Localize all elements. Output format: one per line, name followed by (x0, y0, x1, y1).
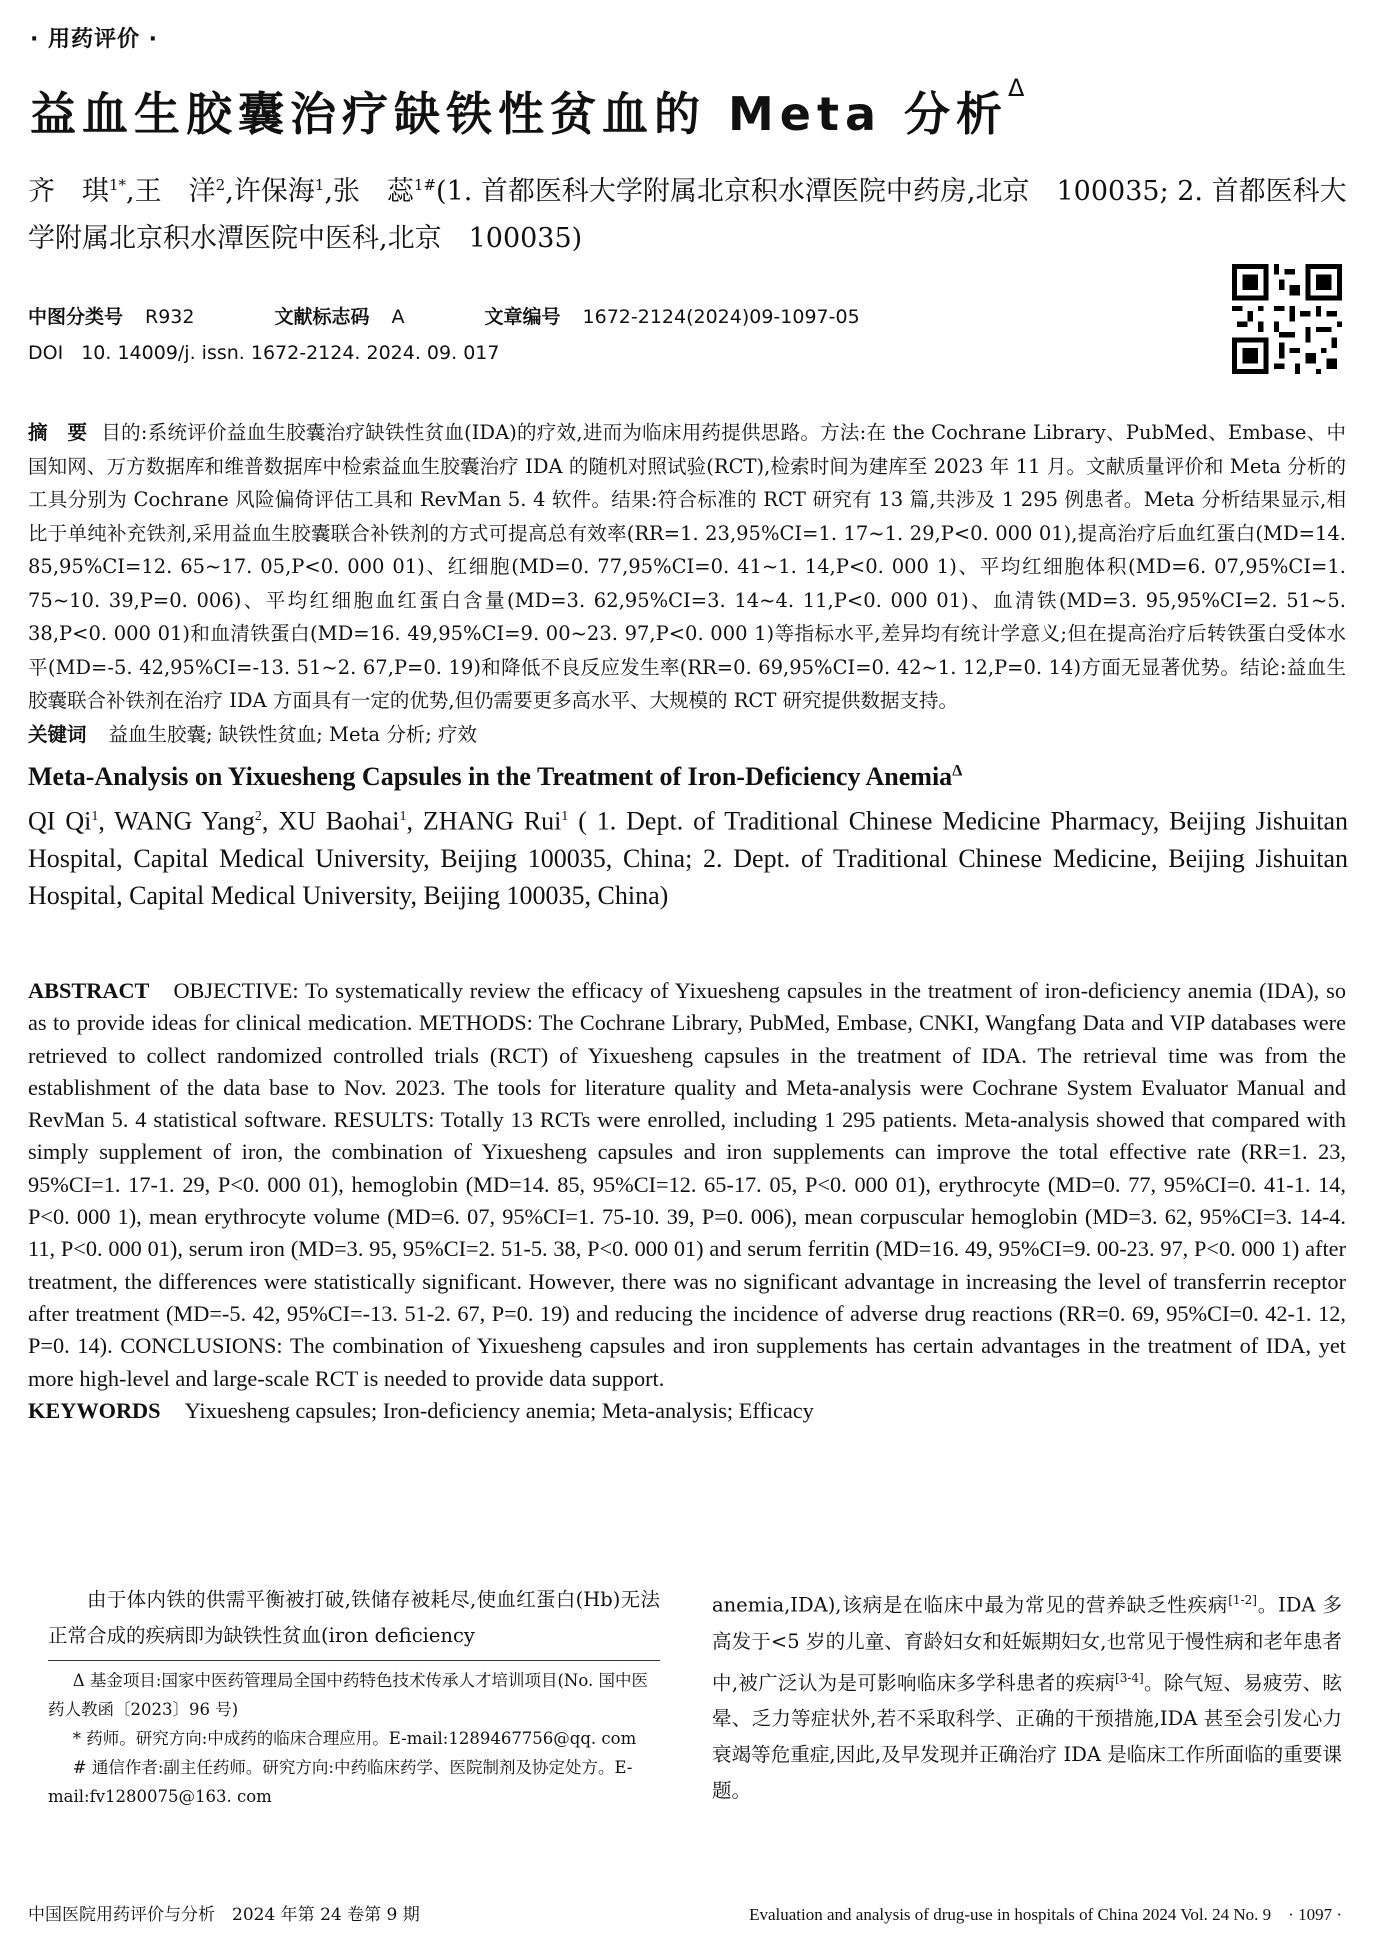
article-no-label: 文章编号 (484, 306, 561, 328)
body-right-column (712, 1582, 1342, 1809)
footnote-first-author: * 药师。研究方向:中成药的临床合理应用。E-mail:1289467756@qq. com (72, 1729, 637, 1748)
affiliation-en: ( 1. Dept. of Traditional Chinese Medicine Pharmacy, Beijing Jishuitan Hospital, Capital Medical University, Beijing 100035, China; 2. Dept. of Traditional Chinese Medicine, Beijing Jishuitan Hospital, Capital Medical University, Beijing 100035, China) (28, 806, 1349, 910)
title-en (28, 762, 962, 792)
affiliation-cn: (1. 首都医科大学附属北京积水潭医院中药房,北京 100035; 2. 首都医科大学附属北京积水潭医院中医科,北京 100035) (28, 176, 1347, 254)
footnote-divider (48, 1660, 660, 1661)
citation[interactable]: [1-2] (1228, 1593, 1257, 1607)
author-name: 王 洋 (134, 176, 216, 207)
footer-journal-en: Evaluation and analysis of drug-use in hospitals of China 2024 Vol. 24 No. 9 · 1097 · (749, 1905, 1342, 1924)
footnote-corresponding: # 通信作者:副主任药师。研究方向:中药临床药学、医院制剂及协定处方。E-mail:fv1280075@163. com (48, 1758, 633, 1806)
abstract-text: 目的:系统评价益血生胶囊治疗缺铁性贫血(IDA)的疗效,进而为临床用药提供思路。方法:在 the Cochrane Library、PubMed、Embase、中国知网、万方数据库和维普数据库中检索益血生胶囊治疗 IDA 的随机对照试验(RCT),检索时间为建库至 2023 年 11 月。文献质量评价和 Meta 分析的工具分别为 Cochrane 风险偏倚评估工具和 RevMan 5. 4 软件。结果:符合标准的 RCT 研究有 13 篇,共涉及 1 295 例患者。Meta 分析结果显示,相比于单纯补充铁剂,采用益血生胶囊联合补铁剂的方式可提高总有效率(RR=1. 23,95%CI=1. 17~1. 29,P<0. 000 01),提高治疗后血红蛋白(MD=14. 85,95%CI=12. 65~17. 05,P<0. 000 01)、红细胞(MD=0. 77,95%CI=0. 41~1. 14,P<0. 000 1)、平均红细胞体积(MD=6. 07,95%CI=1. 75~10. 39,P=0. 006)、平均红细胞血红蛋白含量(MD=3. 62,95%CI=3. 14~4. 11,P<0. 000 01)、血清铁(MD=3. 95,95%CI=2. 51~5. 38,P<0. 000 01)和血清铁蛋白(MD=16. 49,95%CI=9. 00~23. 97,P<0. 000 1)等指标水平,差异均有统计学意义;但在提高治疗后转铁蛋白受体水平(MD=-5. 42,95%CI=-13. 51~2. 67,P=0. 19)和降低不良反应发生率(RR=0. 69,95%CI=0. 42~1. 12,P=0. 14)方面无显著优势。结论:益血生胶囊联合补铁剂在治疗 IDA 方面具有一定的优势,但仍需要更多高水平、大规模的 RCT 研究提供数据支持。 (28, 421, 1346, 712)
author-name-en: WANG Yang (114, 806, 255, 836)
article-no-value: 1672-2124(2024)09-1097-05 (582, 306, 860, 328)
author-name: 张 蕊 (332, 176, 414, 207)
keywords-text: 益血生胶囊; 缺铁性贫血; Meta 分析; 疗效 (108, 722, 477, 746)
authors-cn: 齐 琪$^{1*}$,王 洋$^2$,许保海$^1$,张 蕊$^{1\#}$(1. 首都医科大学附属北京积水潭医院中药房,北京 100035; 2. 首都医科大学附属北京积水潭医院中医科,北京 100035) (28, 176, 1347, 254)
footnote-fund: Δ 基金项目:国家中医药管理局全国中药特色技术传承人才培训项目(No. 国中医药人教函〔2023〕96 号) (48, 1671, 648, 1719)
author-sup-en: 1 (561, 809, 569, 824)
title-en-mark: Δ (952, 762, 963, 780)
author-name-en: QI Qi (28, 806, 92, 836)
author-sup-en: 2 (254, 809, 262, 824)
author-sup: 2 (215, 176, 226, 194)
body-right-text: 。IDA 多高发于<5 岁的儿童、育龄妇女和妊娠期妇女,也常见于慢性病和老年患者中,被广泛认为是可影响临床多学科患者的疾病 (712, 1593, 1342, 1694)
abstract-en-text: OBJECTIVE: To systematically review the efficacy of Yixuesheng capsules in the treatment of iron-deficiency anemia (IDA), so as to provide ideas for clinical medication. METHODS: The Cochrane Library, PubMed, Embase, CNKI, Wangfang Data and VIP databases were retrieved to collect randomized controlled trials (RCT) of Yixuesheng capsules in the treatment of IDA. The retrieval time was from the establishment of the data base to Nov. 2023. The tools for literature quality and Meta-analysis were Cochrane System Evaluator Manual and RevMan 5. 4 statistical software. RESULTS: Totally 13 RCTs were enrolled, including 1 295 patients. Meta-analysis showed that compared with simply supplement of iron, the combination of Yixuesheng capsules and iron supplements can improve the total effective rate (RR=1. 23, 95%CI=1. 17-1. 29, P<0. 000 01), hemoglobin (MD=14. 85, 95%CI=12. 65-17. 05, P<0. 000 01), erythrocyte (MD=0. 77, 95%CI=0. 41-1. 14, P<0. 000 1), mean erythrocyte volume (MD=6. 07, 95%CI=1. 75-10. 39, P=0. 006), mean corpuscular hemoglobin (MD=3. 62, 95%CI=3. 14-4. 11, P<0. 000 01), serum iron (MD=3. 95, 95%CI=2. 51-5. 38, P<0. 000 01) and serum ferritin (MD=16. 49, 95%CI=9. 00-23. 97, P<0. 000 1) after treatment, the differences were statistically significant. However, there was no significant advantage in increasing the level of transferrin receptor after treatment (MD=-5. 42, 95%CI=-13. 51-2. 67, P=0. 19) and reducing the incidence of adverse drug reactions (RR=0. 69, 95%CI=0. 42-1. 12, P=0. 14). CONCLUSIONS: The combination of Yixuesheng capsules and iron supplements has certain advantages in the treatment of IDA, yet more high-level and large-scale RCT is needed to provide data support. (28, 978, 1346, 1391)
author-sup: 1* (109, 176, 127, 194)
citation[interactable]: [3-4] (1115, 1670, 1144, 1685)
footnotes (48, 1666, 660, 1811)
abstract-cn (28, 416, 1346, 751)
clc-label: 中图分类号 (28, 306, 124, 328)
doc-code-value: A (391, 306, 405, 328)
doi-line (28, 342, 499, 364)
section-tag: · 用药评价 · (30, 27, 159, 52)
author-name-en: XU Baohai (278, 806, 400, 836)
abstract-en-label: ABSTRACT (28, 978, 150, 1003)
keywords-en-text: Yixuesheng capsules; Iron-deficiency anemia; Meta-analysis; Efficacy (184, 1397, 814, 1423)
body-left-column: 由于体内铁的供需平衡被打破,铁储存被耗尽,使血红蛋白(Hb)无法正常合成的疾病即为缺铁性贫血(iron deficiency (48, 1588, 660, 1647)
authors-en: QI Qi$^1$, WANG Yang$^2$, XU Baohai$^1$, ZHANG Rui$^1$ ( 1. Dept. of Traditional Chinese Medicine Pharmacy, Beijing Jishuitan Hospital, Capital Medical University, Beijing 100035, China; 2. Dept. of Traditional Chinese Medicine, Beijing Jishuitan Hospital, Capital Medical University, Beijing 100035, China) (28, 806, 1349, 910)
title-fund-mark: Δ (1008, 74, 1031, 102)
doi-value: 10. 14009/j. issn. 1672-2124. 2024. 09. 017 (81, 342, 500, 364)
body-right-text: anemia,IDA),该病是在临床中最为常见的营养缺乏性疾病 (712, 1593, 1229, 1617)
body-right-text: 。除气短、易疲劳、眩晕、乏力等症状外,若不采取科学、正确的干预措施,IDA 甚至会引发心力衰竭等危重症,因此,及早发现并正确治疗 IDA 是临床工作所面临的重要课题。 (712, 1671, 1342, 1802)
doc-code-label: 文献标志码 (274, 306, 370, 328)
doi-label: DOI (28, 342, 64, 364)
footer-journal-cn: 中国医院用药评价与分析 2024 年第 24 卷第 9 期 (28, 1905, 420, 1925)
title-text: 益血生胶囊治疗缺铁性贫血的 Meta 分析 (30, 87, 1009, 141)
author-sup: 1 (314, 176, 325, 194)
qr-code-icon (1232, 264, 1342, 374)
author-sup-en: 1 (91, 809, 99, 824)
keywords-label: 关键词 (28, 722, 87, 746)
abstract-en (28, 975, 1346, 1427)
author-name: 齐 琪 (28, 176, 109, 207)
author-sup: 1# (413, 176, 437, 194)
author-name-en: ZHANG Rui (422, 806, 562, 836)
classification-line (28, 302, 860, 329)
keywords-en-label: KEYWORDS (28, 1397, 161, 1423)
clc-value: R932 (145, 306, 195, 328)
author-name: 许保海 (233, 176, 315, 207)
page-title (30, 74, 1031, 144)
title-en-text: Meta-Analysis on Yixuesheng Capsules in the Treatment of Iron-Deficiency Anemia (28, 762, 953, 791)
abstract-label: 摘 要 (28, 421, 88, 444)
author-sup-en: 1 (399, 809, 407, 824)
